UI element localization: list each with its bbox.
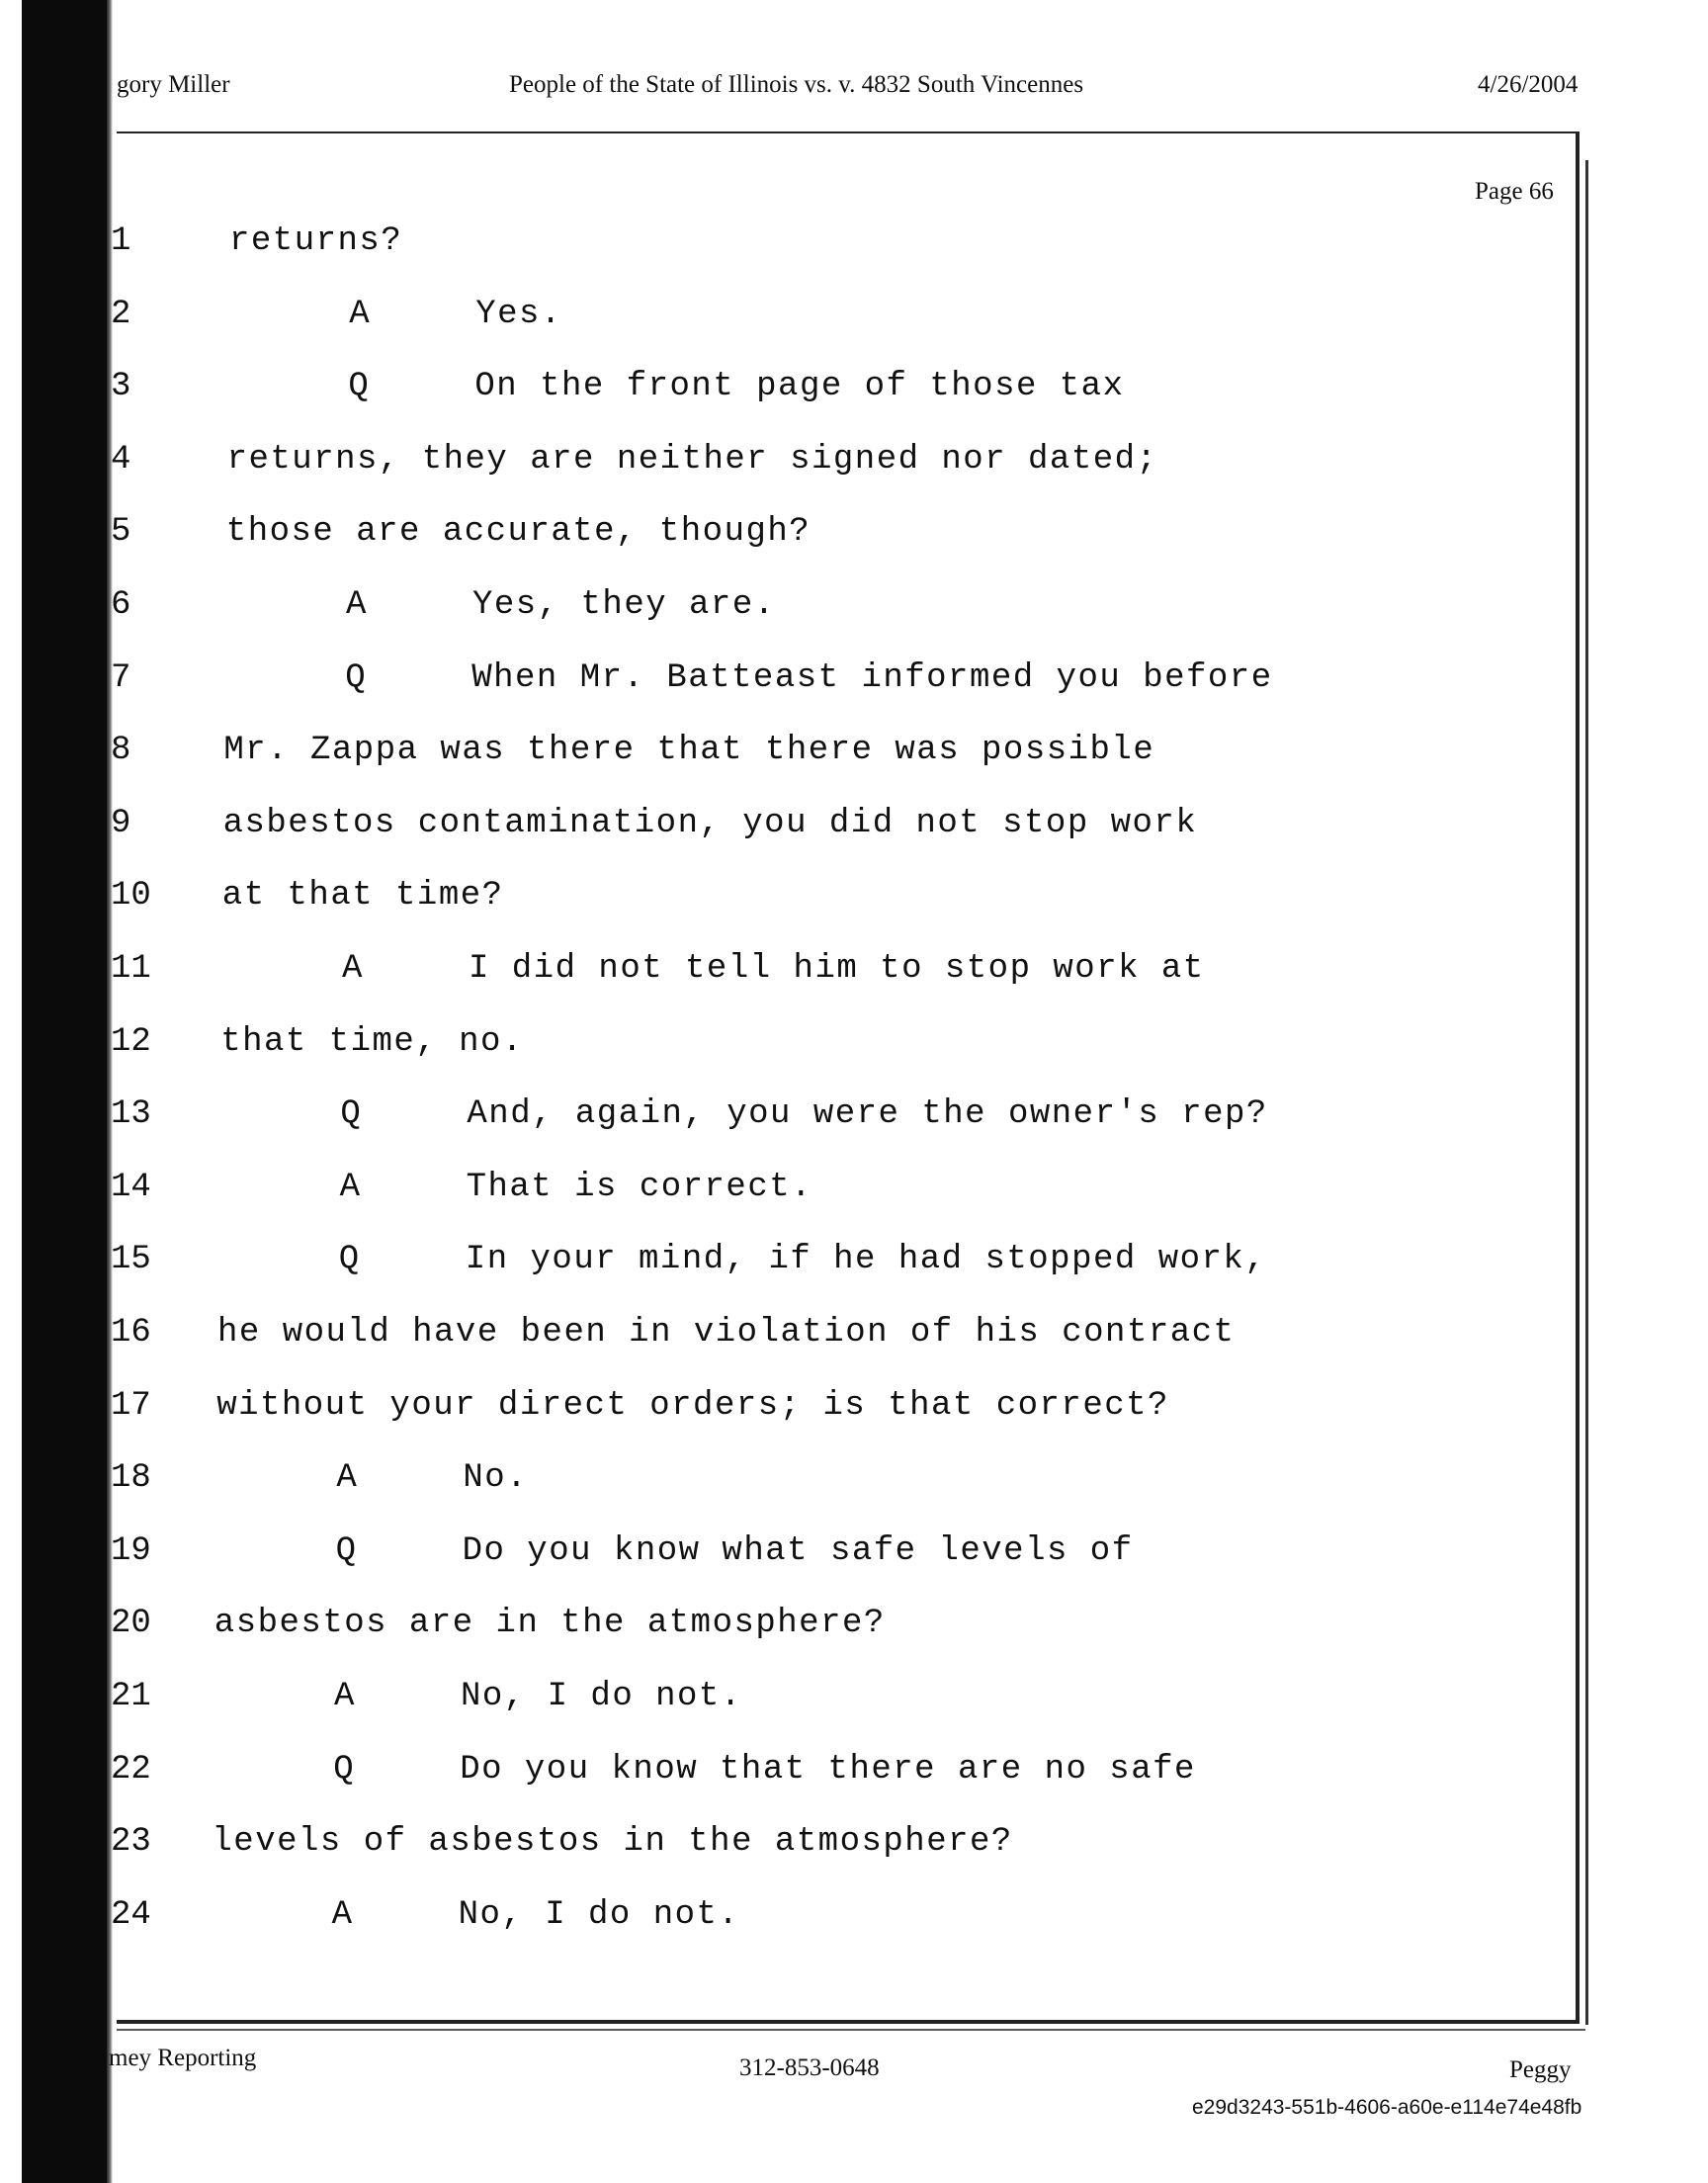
speaker-label: A (339, 1168, 360, 1206)
transcript-line (0, 368, 1708, 427)
transcript-line (0, 1605, 1708, 1664)
line-number: 21 (111, 1678, 151, 1715)
line-number: 20 (111, 1605, 151, 1643)
transcript-line (0, 1095, 1708, 1155)
line-text: asbestos are in the atmosphere? (214, 1605, 886, 1643)
line-number: 9 (111, 804, 131, 842)
line-text: No, I do not. (458, 1895, 740, 1934)
line-text: Do you know that there are no safe (460, 1750, 1196, 1789)
line-text: he would have been in violation of his contract (217, 1314, 1236, 1352)
speaker-label: Q (335, 1531, 356, 1570)
line-text: at that time? (221, 877, 504, 916)
speaker-label: A (342, 950, 363, 988)
line-number: 23 (111, 1823, 151, 1862)
line-text: asbestos contamination, you did not stop work (222, 804, 1198, 842)
footer-reporting-company: mey Reporting (109, 2045, 257, 2071)
transcript-line (0, 732, 1708, 791)
line-number: 11 (111, 950, 151, 988)
line-text: In your mind, if he had stopped work, (465, 1241, 1267, 1279)
speaker-label: A (346, 586, 367, 624)
transcript-line (0, 1314, 1708, 1373)
line-text: that time, no. (220, 1022, 524, 1061)
speaker-label: A (334, 1678, 355, 1715)
transcript-line (0, 441, 1708, 500)
header-case-title: People of the State of Illinois vs. v. 4832 South Vincennes (509, 71, 1084, 98)
line-number: 22 (111, 1750, 151, 1789)
speaker-label: A (336, 1459, 357, 1498)
line-text: No. (463, 1459, 529, 1498)
speaker-label: Q (340, 1095, 361, 1134)
speaker-label: A (349, 295, 370, 333)
transcript-line (0, 296, 1708, 355)
transcript-line (0, 513, 1708, 572)
transcript-line (0, 1896, 1708, 1956)
transcript-line (0, 1823, 1708, 1882)
transcript-line (0, 586, 1708, 646)
speaker-label: Q (338, 1241, 360, 1279)
line-number: 13 (111, 1095, 151, 1134)
line-number: 12 (111, 1022, 151, 1061)
transcript-line (0, 1678, 1708, 1737)
line-number: 7 (111, 658, 131, 697)
footer-reporter: Peggy (1509, 2056, 1572, 2083)
header-witness-name: gory Miller (117, 71, 230, 98)
line-text: returns, they are neither signed nor dated; (226, 440, 1158, 479)
line-number: 19 (111, 1531, 151, 1570)
transcript-line (0, 1459, 1708, 1519)
line-number: 6 (111, 586, 131, 624)
speaker-label: Q (348, 368, 369, 406)
line-text: Do you know what safe levels of (462, 1531, 1134, 1570)
line-number: 18 (111, 1459, 151, 1498)
transcript-line (0, 877, 1708, 936)
transcript-line (0, 1532, 1708, 1592)
line-text: Mr. Zappa was there that there was possible (223, 732, 1155, 770)
line-text: levels of asbestos in the atmosphere? (212, 1823, 1013, 1862)
footer-document-id: e29d3243-551b-4606-a60e-e114e74e48fb (1192, 2096, 1582, 2119)
transcript-line (0, 1241, 1708, 1300)
transcript-line (0, 1387, 1708, 1446)
frame-inner-border (117, 2029, 1585, 2031)
line-text: No, I do not. (461, 1678, 742, 1715)
line-number: 5 (111, 513, 131, 552)
line-text: I did not tell him to stop work at (469, 950, 1205, 988)
transcript-line (0, 1023, 1708, 1083)
line-text: those are accurate, though? (225, 513, 811, 552)
line-number: 14 (111, 1168, 151, 1206)
line-text: Yes. (475, 295, 562, 333)
line-number: 16 (111, 1314, 151, 1352)
line-text: That is correct. (466, 1168, 813, 1206)
line-text: returns? (229, 222, 403, 260)
header-date: 4/26/2004 (1478, 71, 1579, 98)
page-number: Page 66 (1475, 178, 1554, 205)
line-number: 24 (111, 1895, 151, 1934)
footer-phone: 312-853-0648 (739, 2054, 880, 2081)
line-number: 1 (111, 222, 131, 260)
line-text: without your direct orders; is that correct? (216, 1386, 1169, 1425)
line-number: 17 (111, 1386, 151, 1425)
speaker-label: A (331, 1895, 352, 1934)
speaker-label: Q (345, 658, 366, 697)
line-text: On the front page of those tax (474, 368, 1125, 406)
transcript-line (0, 222, 1708, 282)
transcript-line (0, 805, 1708, 864)
transcript-line (0, 1169, 1708, 1228)
line-number: 2 (111, 295, 131, 333)
line-text: And, again, you were the owner's rep? (467, 1095, 1268, 1134)
line-text: Yes, they are. (472, 586, 776, 624)
transcript-line (0, 950, 1708, 1009)
line-number: 4 (111, 440, 131, 479)
transcript-line (0, 1751, 1708, 1810)
line-number: 3 (111, 368, 131, 406)
line-number: 15 (111, 1241, 151, 1279)
line-number: 8 (111, 732, 131, 770)
speaker-label: Q (333, 1750, 354, 1789)
line-text: When Mr. Batteast informed you before (471, 658, 1273, 697)
transcript-line (0, 659, 1708, 719)
line-number: 10 (111, 877, 151, 916)
